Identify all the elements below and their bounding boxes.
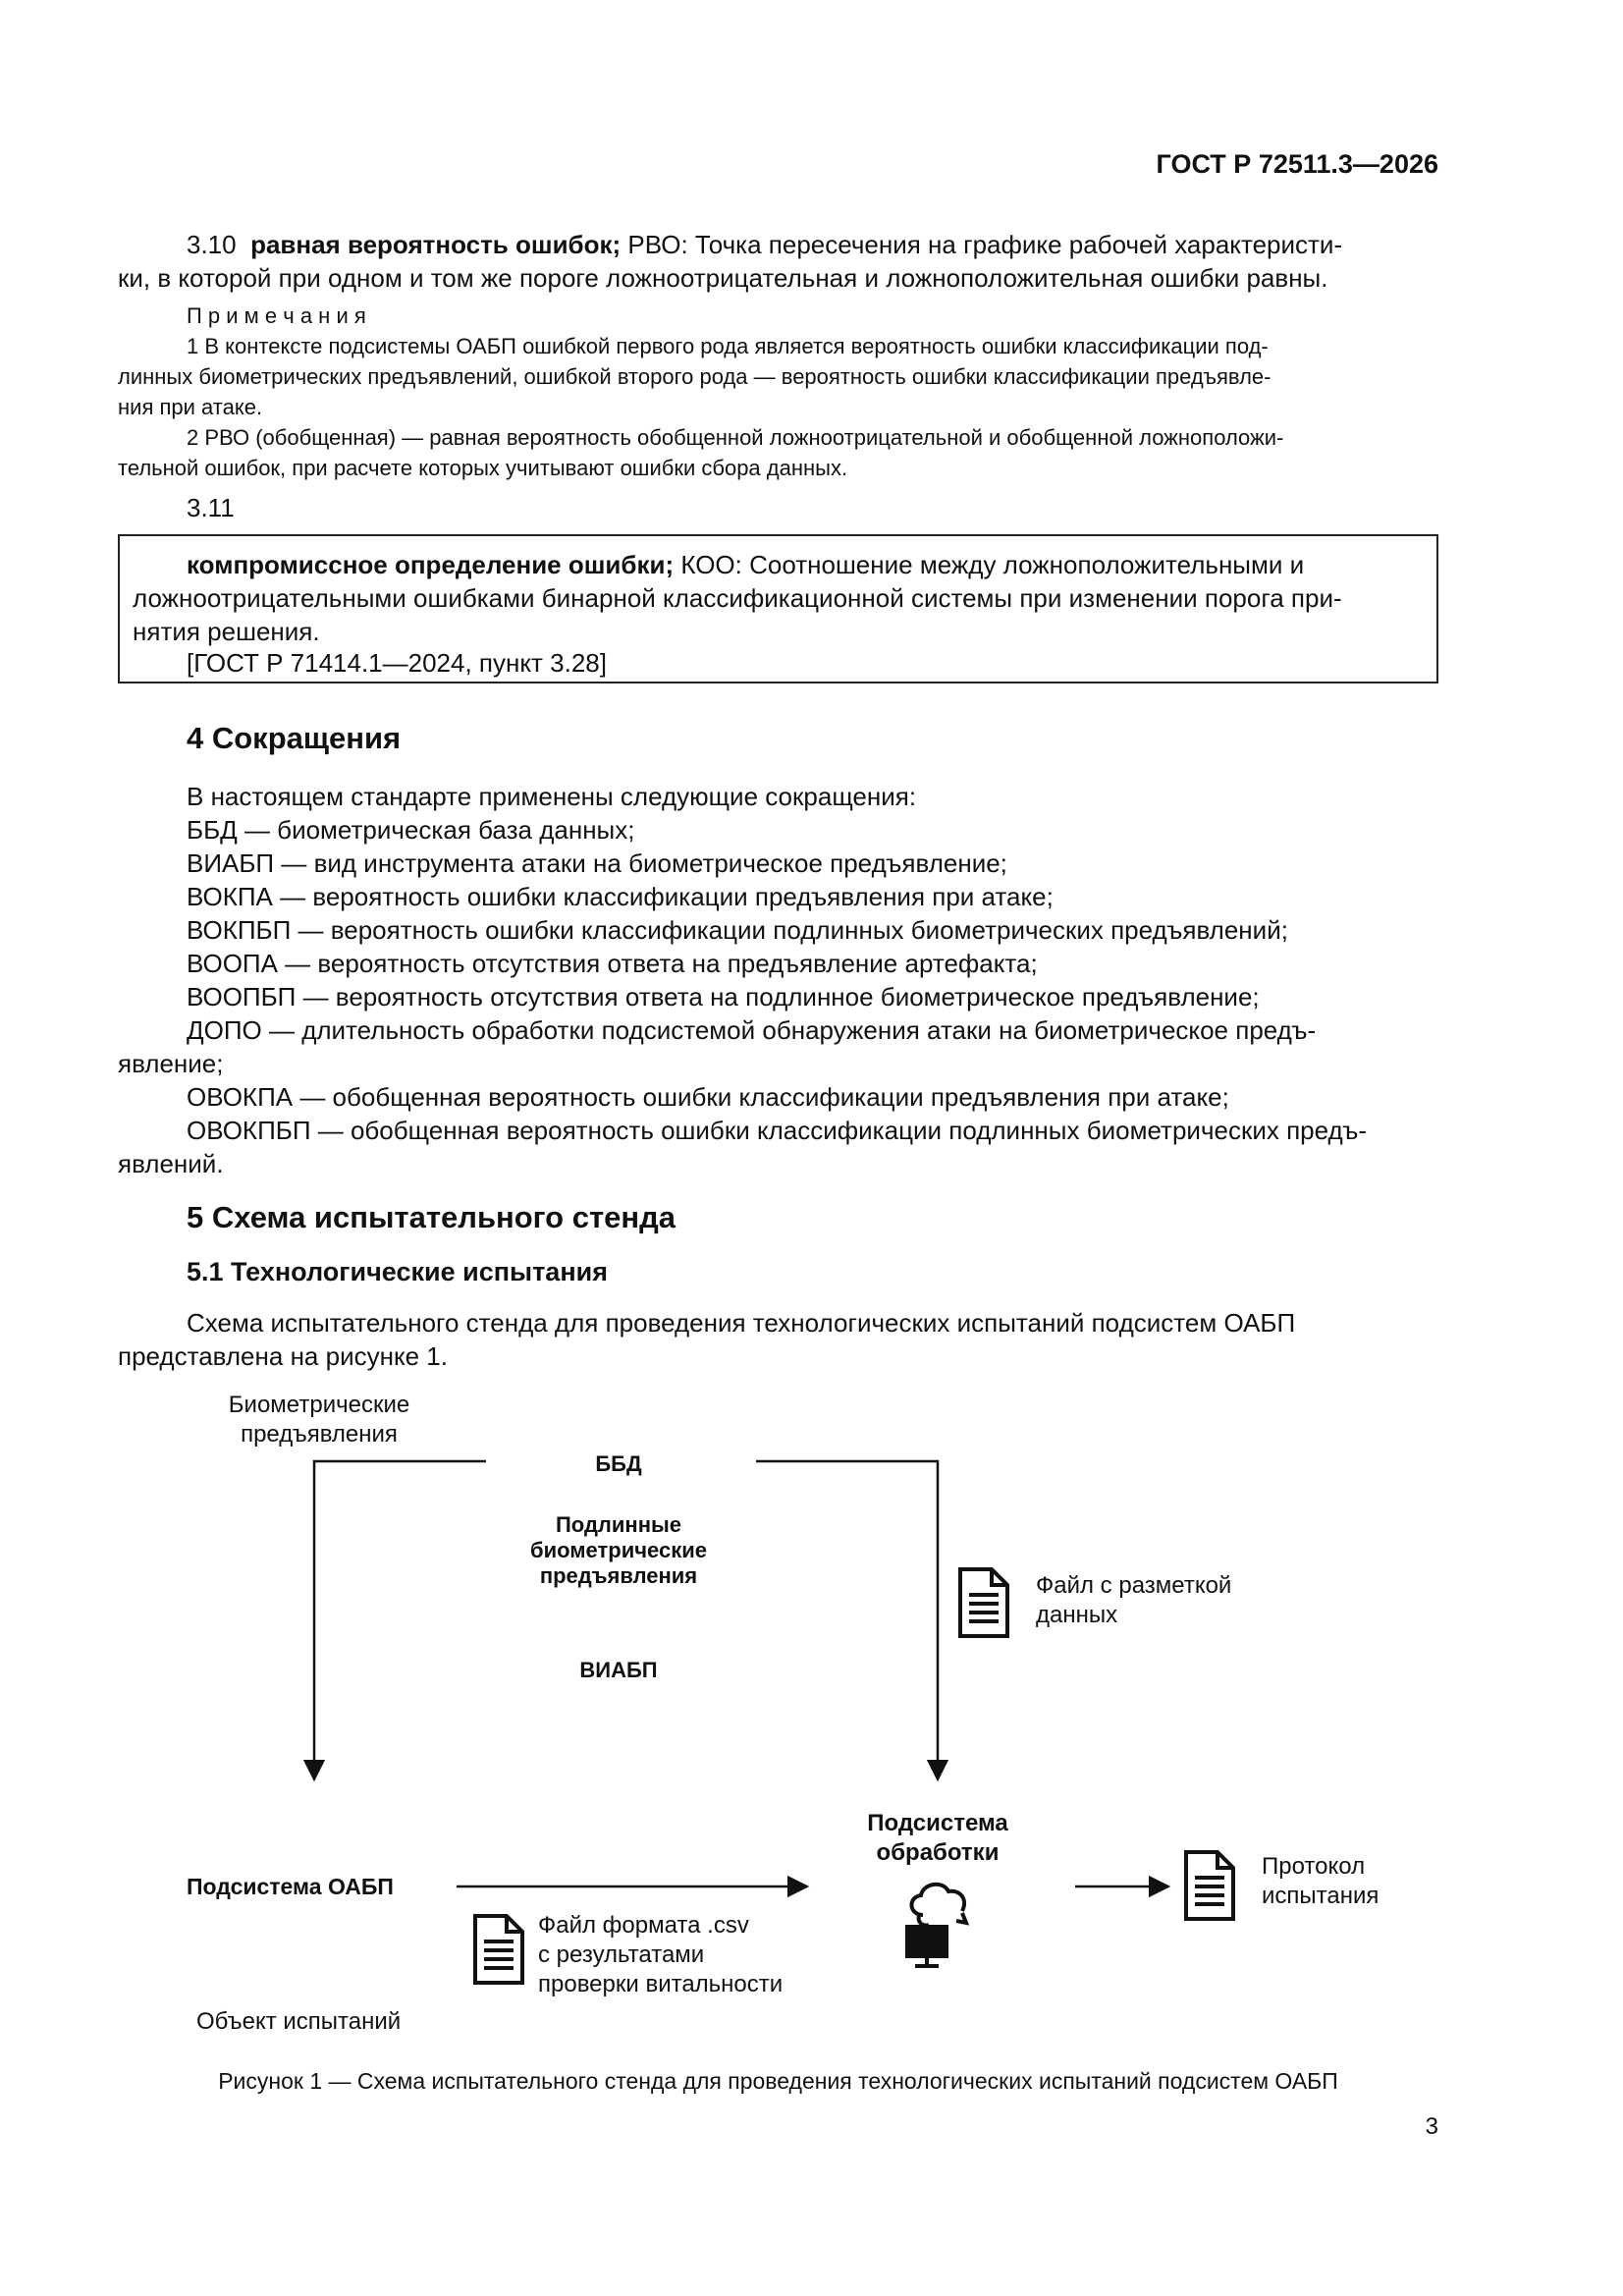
bbd-label: ББД — [595, 1451, 642, 1476]
term-3-11-line3: нятия решения. — [133, 617, 320, 646]
abbr-item: ВОКПБП — вероятность ошибки классификации подлинных биометрических предъявлений; — [187, 915, 1288, 945]
page-number: 3 — [1425, 2113, 1438, 2140]
term-number: 3.10 — [187, 230, 237, 259]
genuine-presentations-label: Подлинные биометрические предъявления — [530, 1512, 707, 1588]
abbr-item: ВИАБП — вид инструмента атаки на биометрическое предъявление; — [187, 848, 1007, 878]
section-5-title: 5 Схема испытательного стенда — [187, 1200, 676, 1234]
term-definition: КОО: Соотношение между ложноположительными и — [674, 550, 1305, 579]
section-4-intro: В настоящем стандарте применены следующие сокращения: — [187, 782, 917, 811]
viabp-label: ВИАБП — [579, 1658, 658, 1682]
abbr-item: ВООПБП — вероятность отсутствия ответа на подлинное биометрическое предъявление; — [187, 982, 1260, 1011]
abbr-item-cont: явление; — [118, 1049, 224, 1078]
note-1-line1: 1 В контексте подсистемы ОАБП ошибкой первого рода является вероятность ошибки классификации под- — [187, 334, 1269, 358]
term-title: равная вероятность ошибок; — [250, 230, 622, 259]
term-title: компромиссное определение ошибки; — [187, 550, 675, 579]
abbr-item-cont: явлений. — [118, 1149, 224, 1178]
notes-heading: П р и м е ч а н и я — [187, 303, 366, 328]
abbr-item: ББД — биометрическая база данных; — [187, 815, 635, 845]
figure-caption: Рисунок 1 — Схема испытательного стенда для проведения технологических испытаний подсистем ОАБП — [218, 2068, 1338, 2094]
abbr-item: ВОКПА — вероятность ошибки классификации предъявления при атаке; — [187, 882, 1054, 911]
term-3-10-line2: ки, в которой при одном и том же пороге ложноотрицательная и ложноположительная ошибки равны. — [118, 263, 1328, 293]
markup-file-label: Файл с разметкой данных — [1036, 1572, 1232, 1628]
section-4-title: 4 Сокращения — [187, 721, 402, 755]
test-object-label: Объект испытаний — [196, 2008, 402, 2035]
connector-bbd-to-processing — [756, 1461, 938, 1779]
abbr-item: ДОПО — длительность обработки подсистемой обнаружения атаки на биометрическое предъ- — [187, 1015, 1317, 1045]
section-5-1-title: 5.1 Технологические испытания — [187, 1257, 608, 1286]
note-1-line3: ния при атаке. — [118, 395, 263, 419]
term-3-11-source: [ГОСТ Р 71414.1—2024, пункт 3.28] — [187, 648, 607, 678]
note-2-line2: тельной ошибок, при расчете которых учитывают ошибки сбора данных. — [118, 456, 848, 480]
abbr-item: ОВОКПБП — обобщенная вероятность ошибки классификации подлинных биометрических предъ- — [187, 1116, 1368, 1145]
note-2-line1: 2 РВО (обобщенная) — равная вероятность обобщенной ложноотрицательной и обобщенной ложноположи- — [187, 425, 1284, 450]
csv-file-icon — [475, 1916, 522, 1983]
note-1-line2: линных биометрических предъявлений, ошибкой второго рода — вероятность ошибки классификации предъявле- — [118, 364, 1271, 389]
protocol-file-icon — [1186, 1852, 1233, 1919]
section-5-para-line1: Схема испытательного стенда для проведения технологических испытаний подсистем ОАБП — [187, 1308, 1296, 1338]
csv-file-label: Файл формата .csv с результатами проверки витальности — [538, 1912, 784, 1997]
section-5-para-line2: представлена на рисунке 1. — [118, 1341, 448, 1371]
document-id: ГОСТ Р 72511.3—2026 — [1156, 149, 1438, 179]
abbr-item: ОВОКПА — обобщенная вероятность ошибки классификации предъявления при атаке; — [187, 1082, 1229, 1112]
term-3-11-number: 3.11 — [187, 493, 235, 522]
markup-file-icon — [960, 1569, 1007, 1636]
term-3-11-line2: ложноотрицательными ошибками бинарной классификационной системы при изменении порога при- — [133, 583, 1342, 613]
protocol-label: Протокол испытания — [1262, 1853, 1380, 1909]
processing-subsystem-label: Подсистема обработки — [867, 1810, 1008, 1866]
connector-bio-to-oabp — [314, 1461, 486, 1779]
computer-cloud-icon — [907, 1885, 966, 1966]
abbr-item: ВООПА — вероятность отсутствия ответа на предъявление артефакта; — [187, 949, 1038, 978]
bio-presentations-label: Биометрические предъявления — [228, 1392, 410, 1448]
term-definition: РВО: Точка пересечения на графике рабочей характеристи- — [621, 230, 1343, 259]
oabp-subsystem-label: Подсистема ОАБП — [187, 1874, 394, 1899]
